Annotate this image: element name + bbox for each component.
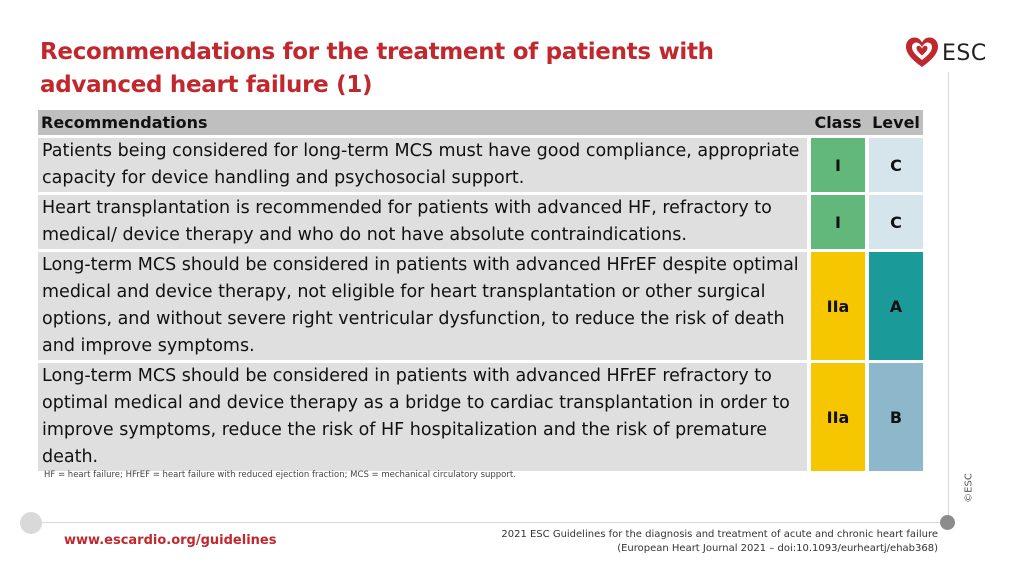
- horizontal-divider: [32, 522, 950, 523]
- recommendation-text: Long-term MCS should be considered in patients with advanced HFrEF refractory to optimal medical and device therapy as a bridge to cardiac transplantation in order to improve symptoms, reduce the risk of HF hospitalization and the risk of premature death.: [38, 363, 807, 471]
- recommendation-text: Heart transplantation is recommended for patients with advanced HF, refractory to medical/ device therapy and who do not have absolute contraindications.: [38, 195, 807, 249]
- citation-line-2: (European Heart Journal 2021 – doi:10.1093/eurheartj/ehab368): [617, 543, 938, 554]
- level-badge: C: [869, 195, 923, 249]
- recommendation-text: Patients being considered for long-term MCS must have good compliance, appropriate capacity for device handling and psychosocial support.: [38, 138, 807, 192]
- citation: [501, 528, 938, 556]
- recommendation-text: Long-term MCS should be considered in patients with advanced HFrEF despite optimal medical and device therapy, not eligible for heart transplantation or other surgical options, and without severe right ventricular dysfunction, to reduce the risk of death and improve symptoms.: [38, 252, 807, 360]
- table-footnote: HF = heart failure; HFrEF = heart failure with reduced ejection fraction; MCS = mechanical circulatory support.: [44, 470, 516, 480]
- header-level: Level: [869, 110, 923, 135]
- class-badge: IIa: [811, 252, 865, 360]
- copyright-notice: [957, 473, 981, 503]
- recommendations-table: [38, 110, 923, 471]
- level-badge: A: [869, 252, 923, 360]
- decorative-dot-left: [20, 512, 42, 534]
- header-recommendations: Recommendations: [38, 110, 807, 135]
- guidelines-link[interactable]: www.escardio.org/guidelines: [64, 533, 277, 548]
- level-badge: C: [869, 138, 923, 192]
- logo-text: ESC: [942, 40, 987, 66]
- class-badge: IIa: [811, 363, 865, 471]
- slide-title: Recommendations for the treatment of patients with advanced heart failure (1): [40, 39, 714, 98]
- heart-logo-icon: [905, 36, 939, 70]
- table-row: [38, 363, 923, 471]
- class-badge: I: [811, 195, 865, 249]
- esc-logo: [905, 36, 987, 70]
- decorative-dot-right: [940, 515, 955, 530]
- copyright-text: ©ESC: [963, 473, 975, 503]
- table-row: [38, 138, 923, 192]
- table-row: [38, 252, 923, 360]
- vertical-divider: [948, 72, 949, 520]
- class-badge: I: [811, 138, 865, 192]
- citation-line-1: 2021 ESC Guidelines for the diagnosis and treatment of acute and chronic heart failure: [501, 529, 938, 540]
- header-class: Class: [811, 110, 865, 135]
- table-header-row: [38, 110, 923, 135]
- table-row: [38, 195, 923, 249]
- level-badge: B: [869, 363, 923, 471]
